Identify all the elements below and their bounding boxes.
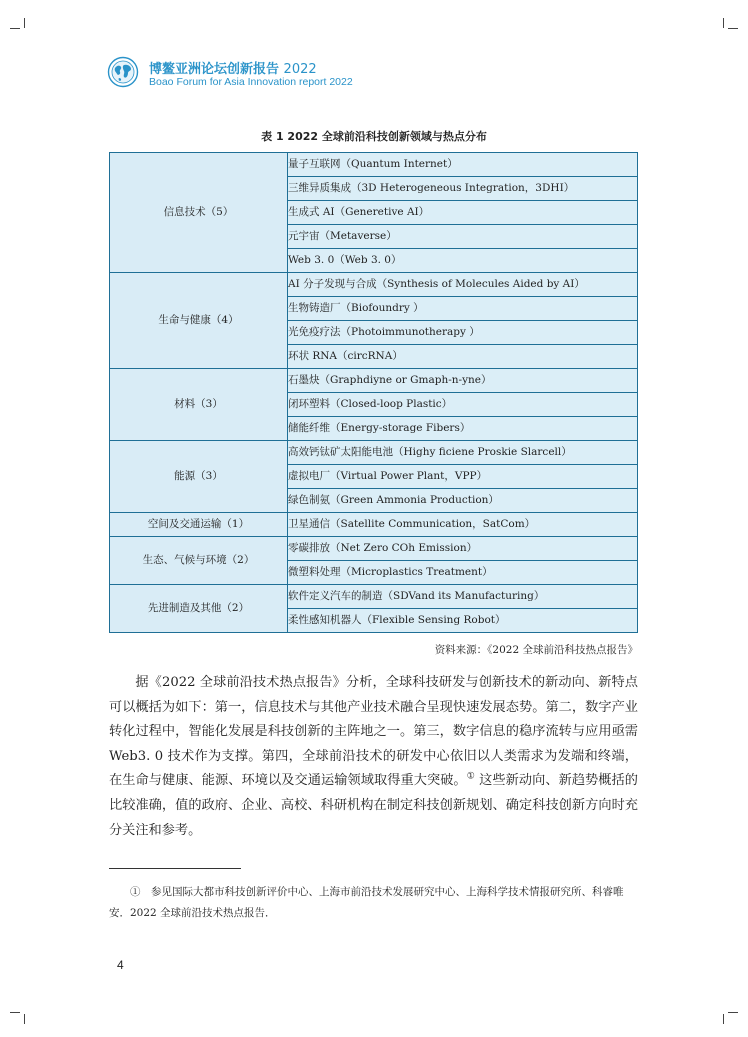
footnote-divider [109, 868, 241, 869]
item-cell: 闭环塑料（Closed-loop Plastic） [288, 393, 638, 417]
table-row [110, 153, 638, 177]
crop-mark [24, 1014, 25, 1024]
item-cell: 生物铸造厂（Biofoundry ） [288, 297, 638, 321]
body-paragraph [109, 671, 638, 843]
item-cell: 生成式 AI（Generetive AI） [288, 201, 638, 225]
category-cell: 先进制造及其他（2） [110, 585, 288, 633]
globe-logo-icon [107, 56, 139, 88]
footnote-text: ① 参见国际大都市科技创新评价中心、上海市前沿技术发展研究中心、上海科学技术情报研究所、科睿唯安．2022 全球前沿技术热点报告． [109, 886, 624, 919]
table-row [110, 537, 638, 561]
category-cell: 生态、气候与环境（2） [110, 537, 288, 585]
item-cell: Web 3. 0（Web 3. 0） [288, 249, 638, 273]
report-title-text: 博鳌亚洲论坛创新报告 [149, 62, 280, 77]
item-cell: 绿色制氨（Green Ammonia Production） [288, 489, 638, 513]
table-row [110, 273, 638, 297]
category-cell: 信息技术（5） [110, 153, 288, 273]
category-cell: 空间及交通运输（1） [110, 513, 288, 537]
crop-mark [723, 1014, 724, 1024]
report-title-year: 2022 [283, 62, 317, 77]
table-source-note: 资料来源：《2022 全球前沿科技热点报告》 [434, 644, 638, 656]
item-cell: 量子互联网（Quantum Internet） [288, 153, 638, 177]
table-row [110, 585, 638, 609]
report-title-en: Boao Forum for Asia Innovation report 2022 [149, 76, 353, 88]
crop-mark [10, 1012, 20, 1013]
table-row [110, 369, 638, 393]
category-cell: 生命与健康（4） [110, 273, 288, 369]
item-cell: 环状 RNA（circRNA） [288, 345, 638, 369]
item-cell: 石墨炔（Graphdiyne or Gmaph-n-yne） [288, 369, 638, 393]
report-title-zh [149, 58, 317, 77]
table-row [110, 513, 638, 537]
paragraph-text: 据《2022 全球前沿技术热点报告》分析，全球科技研发与创新技术的新动向、新特点可以概括为如下：第一，信息技术与其他产业技术融合呈现快速发展态势。第二，数字产业转化过程中，智能化发展是科技创新的主阵地之一。第三，数字信息的稳序流转与应用亟需 Web3. 0 技术作为支撑。第四，全球前沿技术的研发中心依旧以人类需求为发端和终端，在生命与健康、能源、环境以及交通运输领域取得重大突破。 [109, 675, 638, 789]
item-cell: 软件定义汽车的制造（SDVand its Manufacturing） [288, 585, 638, 609]
item-cell: 卫星通信（Satellite Communication，SatCom） [288, 513, 638, 537]
crop-mark [728, 28, 738, 29]
body-text [109, 671, 638, 843]
table-row [110, 441, 638, 465]
item-cell: 元宇宙（Metaverse） [288, 225, 638, 249]
item-cell: 储能纤维（Energy-storage Fibers） [288, 417, 638, 441]
item-cell: 零碳排放（Net Zero COh Emission） [288, 537, 638, 561]
paragraph-text-tail: 这些新动向、新趋势概括的比较准确，值的政府、企业、高校、科研机构在制定科技创新规划、确定科技创新方向时充分关注和参考。 [109, 773, 638, 838]
item-cell: AI 分子发现与合成（Synthesis of Molecules Aided by AI） [288, 273, 638, 297]
item-cell: 光免疫疗法（Photoimmunotherapy ） [288, 321, 638, 345]
table-caption: 表 1 2022 全球前沿科技创新领域与热点分布 [261, 130, 487, 143]
crop-mark [24, 18, 25, 28]
page-number: 4 [117, 958, 124, 972]
item-cell: 微塑料处理（Microplastics Treatment） [288, 561, 638, 585]
footnote-marker[interactable]: ① [466, 771, 475, 782]
tech-hotspots-table [109, 152, 638, 633]
crop-mark [10, 28, 20, 29]
item-cell: 虚拟电厂（Virtual Power Plant，VPP） [288, 465, 638, 489]
item-cell: 柔性感知机器人（Flexible Sensing Robot） [288, 609, 638, 633]
crop-mark [728, 1012, 738, 1013]
item-cell: 高效钙钛矿太阳能电池（Highy ficiene Proskie Slarcell） [288, 441, 638, 465]
category-cell: 材料（3） [110, 369, 288, 441]
item-cell: 三维异质集成（3D Heterogeneous Integration，3DHI） [288, 177, 638, 201]
category-cell: 能源（3） [110, 441, 288, 513]
footnote [109, 882, 638, 924]
crop-mark [723, 18, 724, 28]
